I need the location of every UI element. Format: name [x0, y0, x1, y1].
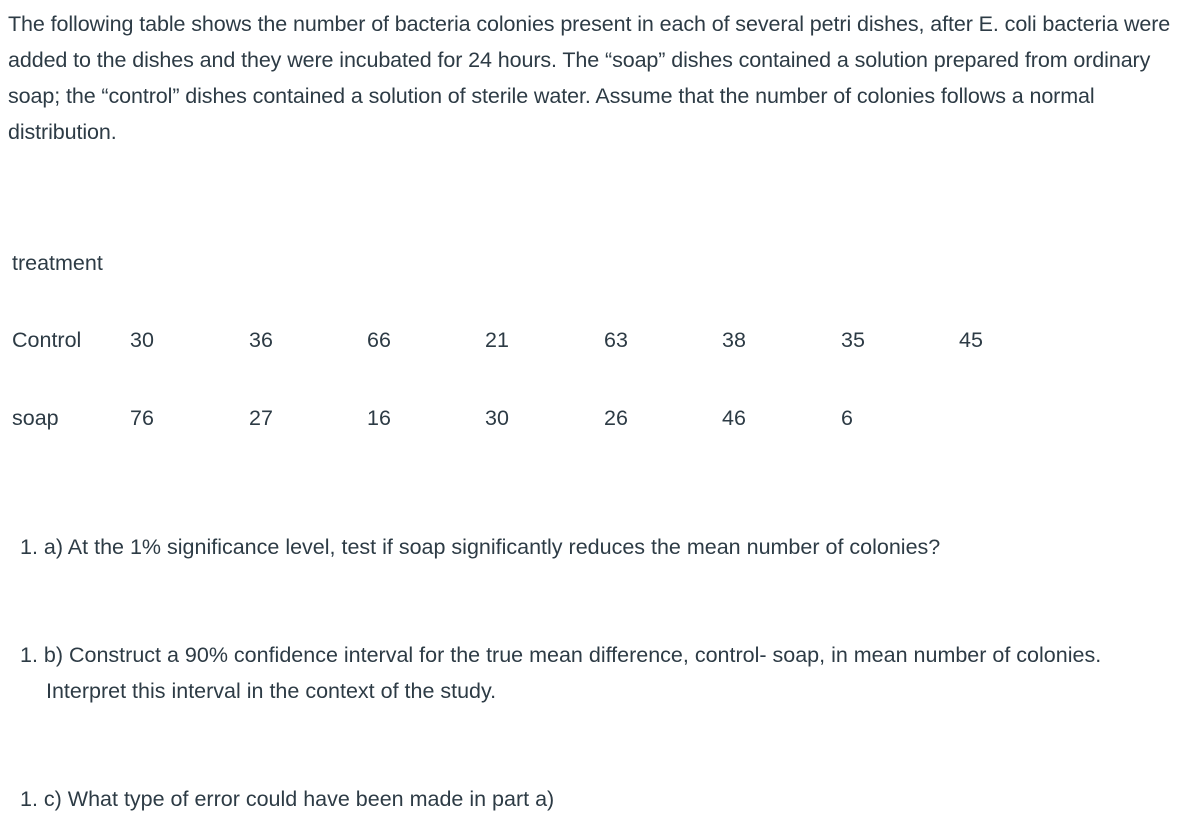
row-label-soap: soap: [12, 406, 59, 430]
table-cell: 16: [367, 406, 391, 430]
table-header-treatment: treatment: [12, 251, 103, 275]
table-cell: 36: [249, 328, 273, 352]
table-cell: 6: [841, 406, 853, 430]
question-1b: 1. b) Construct a 90% confidence interval for the true mean difference, control- soap, in mean number of colonies. Interpret this interval in the context of the study.: [20, 643, 1102, 703]
table-cell: 63: [604, 328, 628, 352]
table-cell: 35: [841, 328, 865, 352]
table-cell: 26: [604, 406, 628, 430]
table-cell: 21: [485, 328, 509, 352]
table-cell: 45: [959, 328, 983, 352]
table-cell: 66: [367, 328, 391, 352]
table-cell: 30: [130, 328, 154, 352]
table-cell: 38: [722, 328, 746, 352]
question-1a: 1. a) At the 1% significance level, test if soap significantly reduces the mean number of colonies?: [20, 535, 941, 559]
row-label-control: Control: [12, 328, 82, 352]
question-1c: 1. c) What type of error could have been made in part a): [20, 787, 555, 811]
table-cell: 27: [249, 406, 273, 430]
table-cell: 76: [130, 406, 154, 430]
table-cell: 30: [485, 406, 509, 430]
intro-paragraph: The following table shows the number of bacteria colonies present in each of several petri dishes, after E. coli bacteria were added to the dishes and they were incubated for 24 hours. The “soap” dishes contained a solution prepared from ordinary soap; the “control” dishes contained a solution of sterile water. Assume that the number of colonies follows a normal distribution.: [8, 12, 1171, 144]
table-cell: 46: [722, 406, 746, 430]
